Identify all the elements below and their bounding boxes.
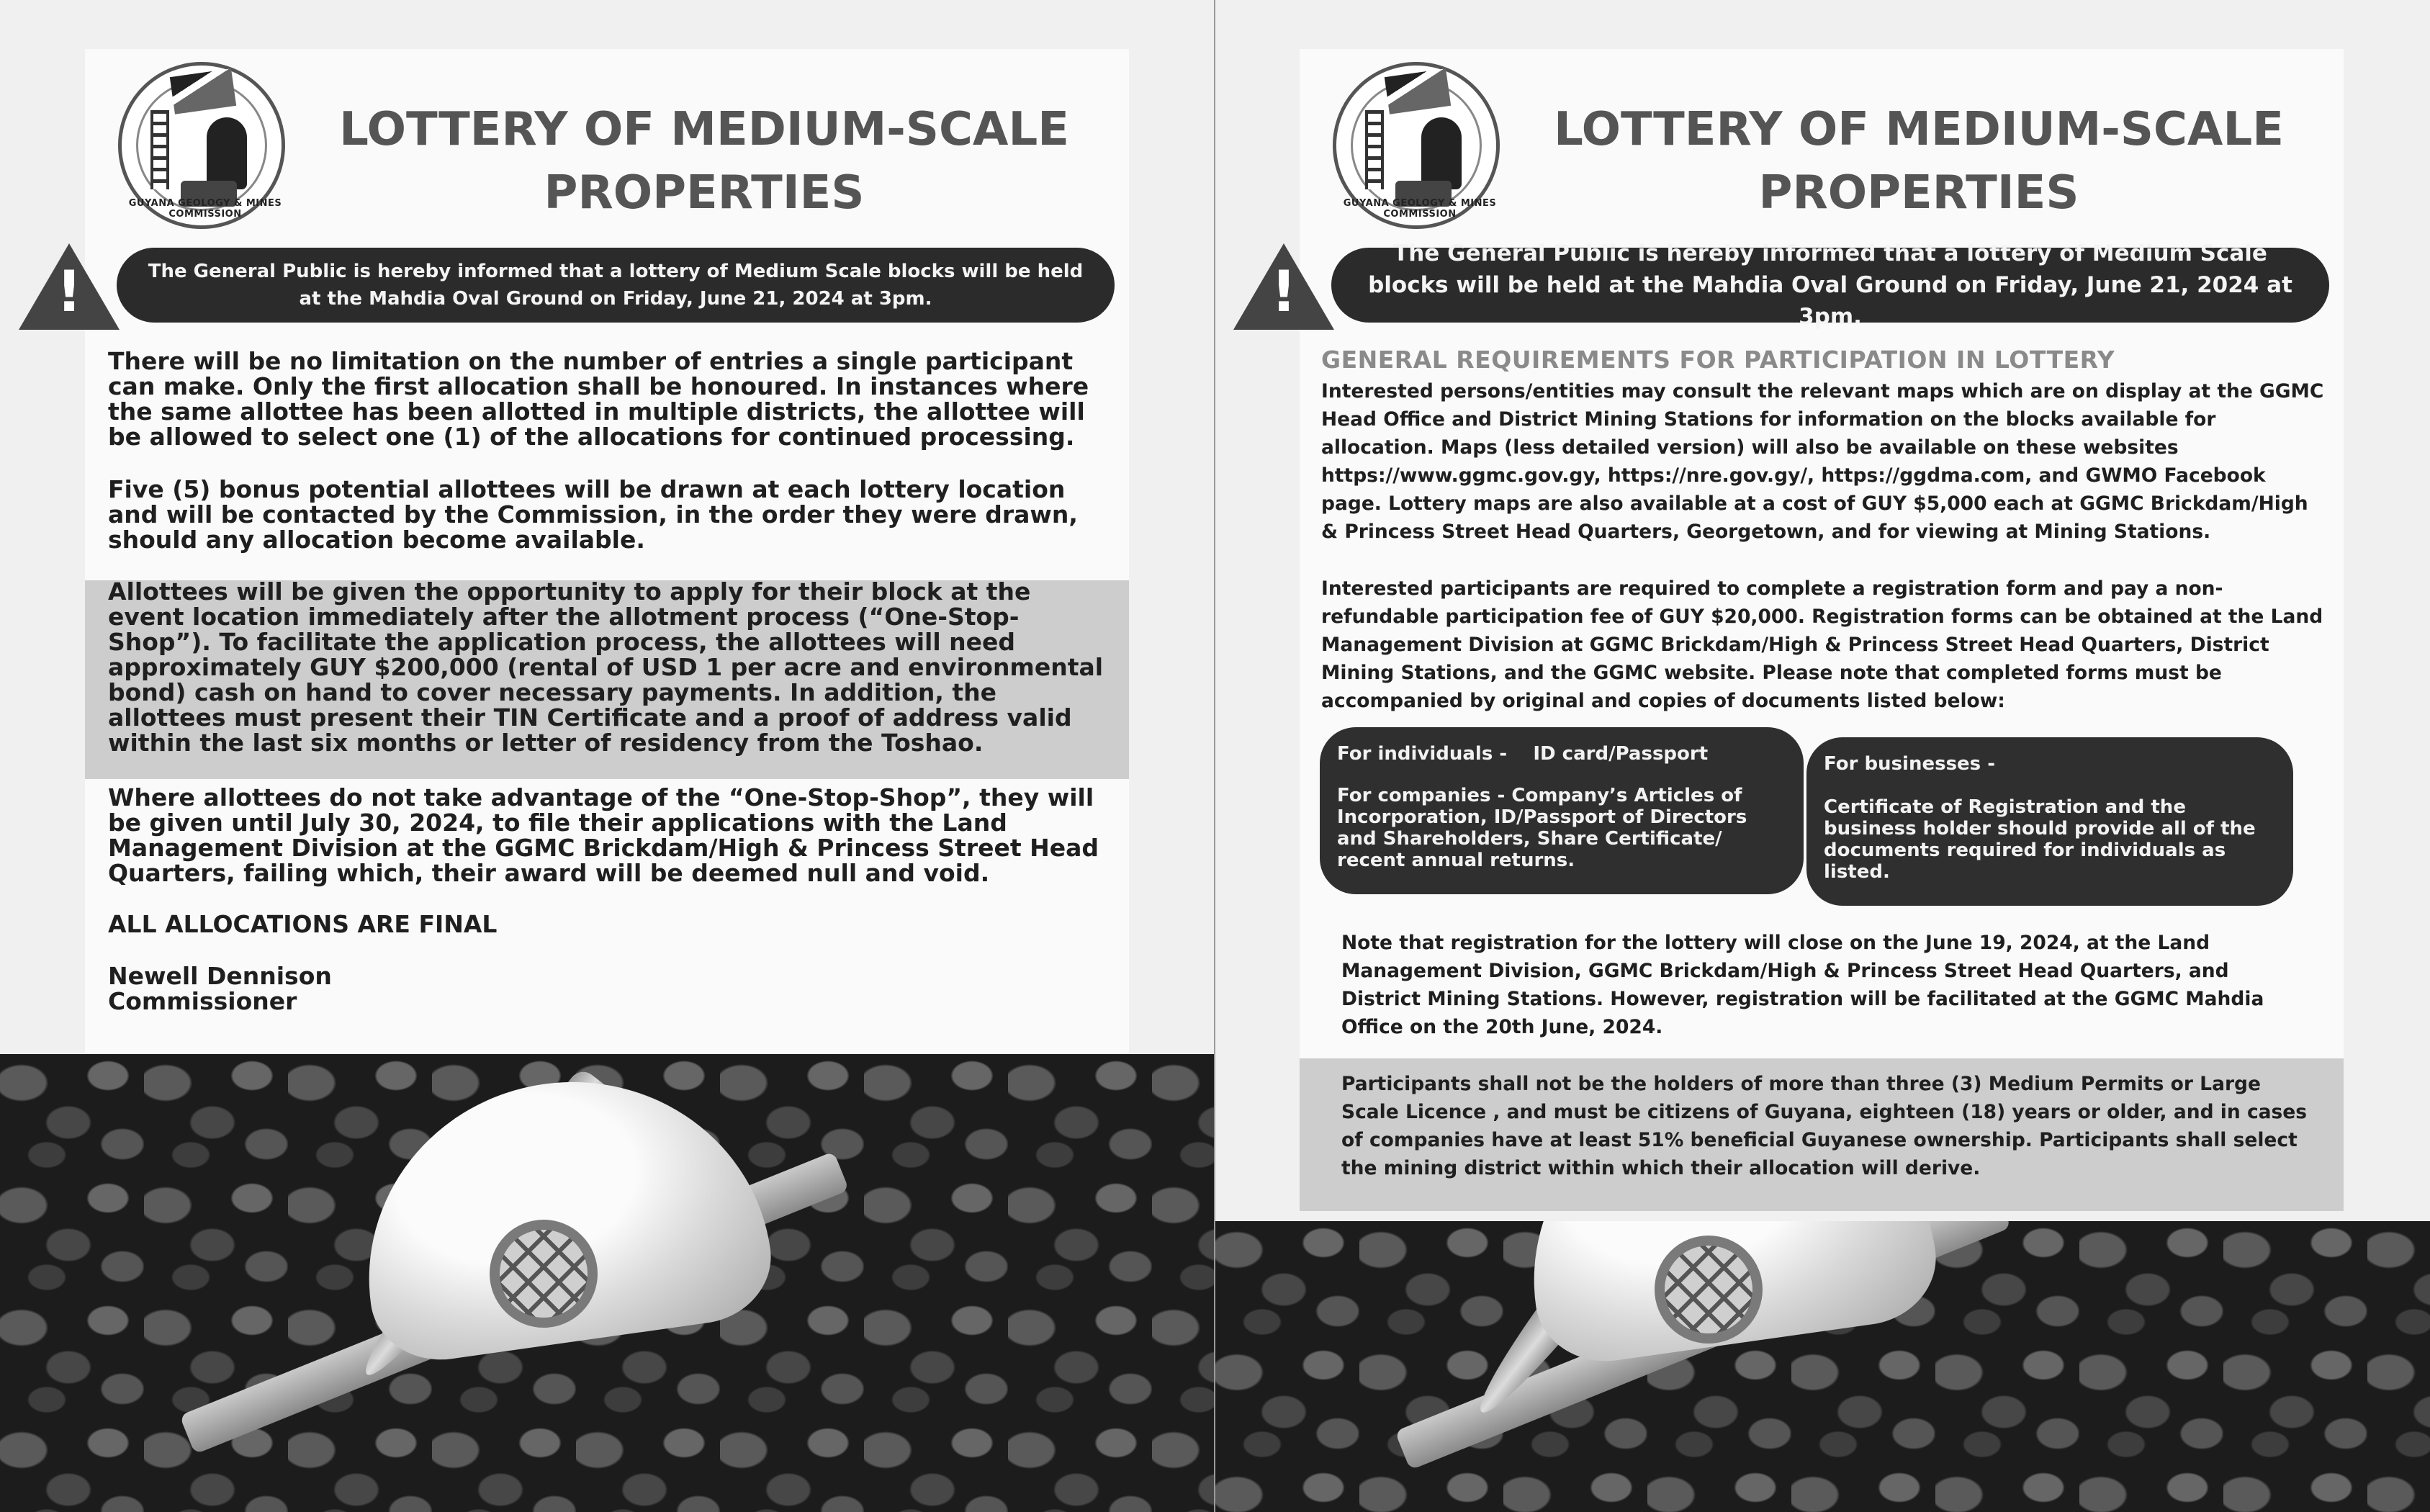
coal-background-image xyxy=(1215,1221,2430,1512)
helmet-lamp xyxy=(490,1220,598,1328)
warning-icon: ! xyxy=(1233,243,1334,330)
ggmc-logo: GUYANA GEOLOGY & MINES COMMISSION xyxy=(118,62,285,229)
page-title: LOTTERY OF MEDIUM-SCALE PROPERTIES xyxy=(1554,103,2284,220)
lottery-announcement-banner: The General Public is hereby informed that a lottery of Medium Scale blocks will be held at the Mahdia Oval Ground on Friday, June 21, 2024 at 3pm. xyxy=(1331,248,2329,323)
coal-background-image xyxy=(0,1054,1215,1512)
requirements-heading: GENERAL REQUIREMENTS FOR PARTICIPATION IN LOTTERY xyxy=(1321,346,2115,374)
ggmc-logo: GUYANA GEOLOGY & MINES COMMISSION xyxy=(1333,62,1500,229)
helmet-lamp xyxy=(1655,1236,1763,1344)
bonus-allottees-paragraph: Five (5) bonus potential allottees will be drawn at each lottery location and will be contacted by the Commission, in the order they were drawn, should any allocation become available. xyxy=(108,475,1078,554)
entries-paragraph: There will be no limitation on the number of entries a single participant can make. Only the first allocation shall be honoured. In instances where the same allottee has been allotted in multiple districts, the allottee will be allowed to select one (1) of the allocations for continued processing. xyxy=(108,347,1089,451)
individuals-companies-requirements: For individuals - ID card/Passport For companies - Company’s Articles of Incorporation, ID/Passport of Directors and Shareholders, Share Certificate/ recent annual returns. xyxy=(1320,727,1804,894)
maps-paragraph: Interested persons/entities may consult the relevant maps which are on display at the GGMC Head Office and District Mining Stations for information on the blocks available for allocation. Maps (less detailed version) will also be available on these websites https://www.ggmc.gov.gy, https://nre.gov.gy/, https://ggdma.com, and GWMO Facebook page. Lottery maps are also available at a cost of GUY $5,000 each at GGMC Brickdam/High & Princess Street Head Quarters, Georgetown, and for viewing at Mining Stations. xyxy=(1321,380,2324,543)
page-title: LOTTERY OF MEDIUM-SCALE PROPERTIES xyxy=(339,103,1069,220)
application-deadline-paragraph: Where allottees do not take advantage of the “One-Stop-Shop”, they will be given until July 30, 2024, to file their applications with the Land Management Division at the GGMC Brickdam/High & Princess Street Head Quarters, failing which, their award will be deemed null and void. xyxy=(108,783,1099,887)
warning-icon: ! xyxy=(19,243,120,330)
signer-name: Newell Dennison xyxy=(108,962,332,990)
signer-title: Commissioner xyxy=(108,987,297,1015)
lottery-announcement-banner: The General Public is hereby informed that a lottery of Medium Scale blocks will be held at the Mahdia Oval Ground on Friday, June 21, 2024 at 3pm. xyxy=(117,248,1115,323)
registration-deadline-paragraph: Note that registration for the lottery will close on the June 19, 2024, at the Land Management Division, GGMC Brickdam/High & Princess Street Head Quarters, and District Mining Stations. However, registration will be facilitated at the GGMC Mahdia Office on the 20th June, 2024. xyxy=(1341,932,2264,1038)
allocations-final-statement: ALL ALLOCATIONS ARE FINAL xyxy=(108,910,498,938)
eligibility-paragraph: Participants shall not be the holders of more than three (3) Medium Permits or Large Scale Licence , and must be citizens of Guyana, eighteen (18) years or older, and in cases of companies have at least 51% beneficial Guyanese ownership. Participants shall select the mining district within which their allocation will derive. xyxy=(1341,1073,2308,1179)
left-notice-card xyxy=(56,49,1129,1054)
registration-paragraph: Interested participants are required to complete a registration form and pay a non-refundable participation fee of GUY $20,000. Registration forms can be obtained at the Land Management Division at GGMC Brickdam/High & Princess Street Head Quarters, District Mining Stations, and the GGMC website. Please note that completed forms must be accompanied by original and copies of documents listed below: xyxy=(1321,577,2323,712)
businesses-requirements: For businesses - Certificate of Registration and the business holder should provide all of the documents required for individuals as listed. xyxy=(1806,737,2293,906)
right-page xyxy=(1215,0,2430,1512)
right-notice-card xyxy=(1271,49,2344,1211)
one-stop-shop-paragraph: Allottees will be given the opportunity to apply for their block at the event location immediately after the allotment process (“One-Stop-Shop”). To facilitate the application process, the allottees will need approximately GUY $200,000 (rental of USD 1 per acre and environmental bond) cash on hand to cover necessary payments. In addition, the allottees must present their TIN Certificate and a proof of address valid within the last six months or letter of residency from the Toshao. xyxy=(108,577,1104,757)
